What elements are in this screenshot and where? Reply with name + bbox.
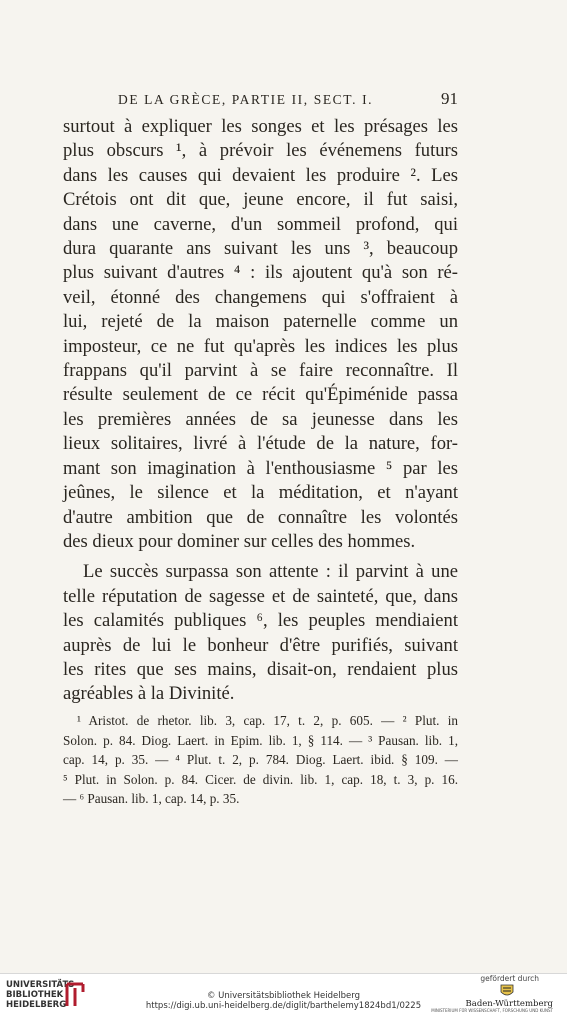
text-line: résulte seulement de ce récit qu'Épiménide passa <box>63 384 458 406</box>
footnote-line: ⁵ Plut. in Solon. p. 84. Cicer. de divin. lib. 1, cap. 18, t. 3, p. 16. <box>63 771 458 787</box>
library-name-line: BIBLIOTHEK <box>6 990 64 1000</box>
text-line: jeûnes, le silence et la méditation, et n'ayant <box>63 482 458 504</box>
footnotes <box>63 711 458 809</box>
text-line: agréables à la Divinité. <box>63 683 235 705</box>
text-line: Crétois ont dit que, jeune encore, il fut saisi, <box>63 189 458 211</box>
text-line: imposteur, ce ne fut qu'après les indices les plus <box>63 335 458 357</box>
text-line: les calamités publiques ⁶, les peuples mendiaient <box>63 610 458 632</box>
body-text <box>63 115 458 707</box>
copyright-text: © Universitätsbibliothek Heidelberg <box>206 991 360 1001</box>
text-line: lieux solitaires, livré à l'étude de la nature, for- <box>63 433 458 455</box>
source-url[interactable]: https://digi.ub.uni-heidelberg.de/diglit/barthelemy1824bd1/0225 <box>145 1001 422 1011</box>
text-line: plus suivant d'autres ⁴ : ils ajoutent qu'à son ré- <box>63 262 458 284</box>
text-line: frappans qu'il parvint à se faire reconnaître. Il <box>63 360 458 382</box>
funder-subtitle: MINISTERIUM FÜR WISSENSCHAFT, FORSCHUNG UND KUNST <box>431 1008 553 1013</box>
text-line: des dieux pour dominer sur celles des hommes. <box>63 530 416 552</box>
footnote-line: — ⁶ Pausan. lib. 1, cap. 14, p. 35. <box>63 791 240 807</box>
running-head <box>118 89 458 108</box>
text-line: dans les causes qui devaient les produire ². Les <box>63 164 458 186</box>
footer-bar <box>0 973 567 1014</box>
footnote-line: ¹ Aristot. de rhetor. lib. 3, cap. 17, t. 2, p. 605. — ² Plut. in <box>77 713 458 728</box>
text-line: d'autre ambition que de connaître les volontés <box>63 506 458 528</box>
page-number: 91 <box>441 89 458 108</box>
funded-by-label: gefördert durch <box>480 974 539 983</box>
text-line: surtout à expliquer les songes et les présages les <box>63 116 458 137</box>
text-line: veil, étonné des changemens qui s'offraient à <box>63 286 458 308</box>
funder-name: Baden-Württemberg <box>465 999 553 1009</box>
text-line: auprès de lui le bonheur d'être purifiés, suivant <box>63 634 458 656</box>
baden-wuerttemberg-crest-icon <box>499 983 515 999</box>
footnote-line: cap. 14, p. 35. — ⁴ Plut. t. 2, p. 784. Diog. Laert. ibid. § 109. — <box>63 752 458 768</box>
paragraph-2 <box>63 560 458 706</box>
text-line: mant son imagination à l'enthousiasme ⁵ par les <box>63 457 458 479</box>
text-line: dura quarante ans suivant les uns ³, beaucoup <box>63 238 458 260</box>
library-name-line: UNIVERSITÄTS- <box>6 980 78 990</box>
footnote-line: Solon. p. 84. Diog. Laert. in Epim. lib. 1, § 114. — ³ Pausan. lib. 1, <box>63 732 458 748</box>
funder-logo[interactable] <box>431 983 557 1013</box>
text-line: les premières années de sa jeunesse dans les <box>63 408 458 430</box>
text-line: Le succès surpassa son attente : il parvint à une <box>83 561 458 583</box>
library-name-line: HEIDELBERG <box>6 1000 67 1010</box>
text-line: telle réputation de sagesse et de sainteté, que, dans <box>63 585 458 607</box>
text-line: dans une caverne, d'un sommeil profond, qui <box>63 213 458 235</box>
running-head-title: DE LA GRÈCE, PARTIE II, SECT. I. <box>118 92 374 107</box>
text-line: lui, rejeté de la maison paternelle comme un <box>63 311 458 333</box>
paragraph-1 <box>63 115 458 554</box>
text-line: plus obscurs ¹, à prévoir les événemens futurs <box>63 140 458 162</box>
text-line: les rites que ses mains, disait-on, rendaient plus <box>63 658 458 680</box>
